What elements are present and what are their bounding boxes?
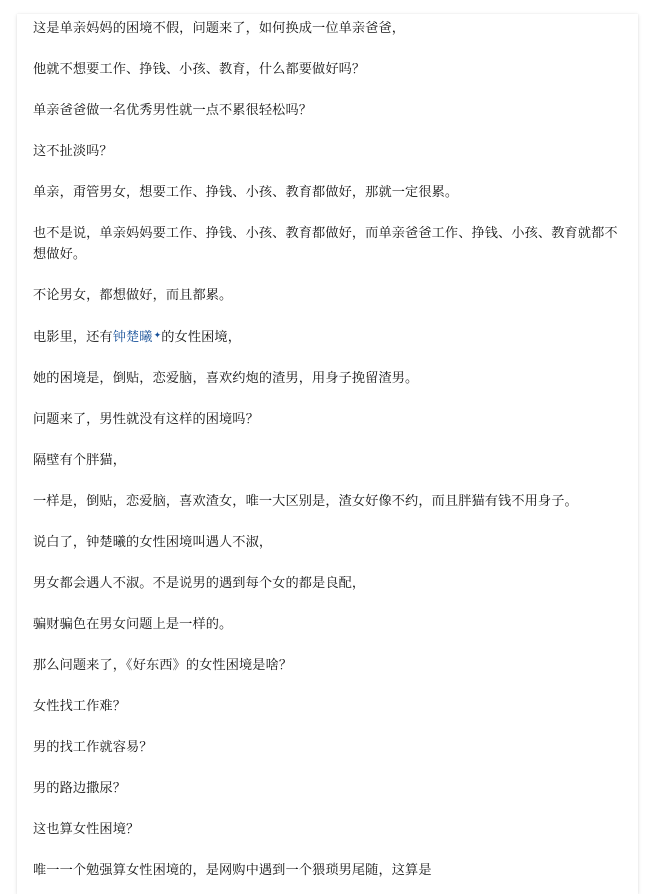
paragraph: 男的路边撒尿？ bbox=[33, 781, 127, 796]
paragraph: 这也算女性困境？ bbox=[33, 822, 140, 837]
paragraph-with-link bbox=[33, 326, 622, 348]
paragraph: 单亲，甭管男女，想要工作、挣钱、小孩、教育都做好，那就一定很累。 bbox=[33, 185, 459, 200]
paragraph: 隔壁有个胖猫， bbox=[33, 453, 127, 468]
paragraph: 她的困境是，倒贴，恋爱脑，喜欢约炮的渣男，用身子挽留渣男。 bbox=[33, 371, 419, 386]
paragraph: 女性找工作难？ bbox=[33, 699, 127, 714]
article-card bbox=[17, 14, 638, 894]
paragraph: 他就不想要工作、挣钱、小孩、教育，什么都要做好吗？ bbox=[33, 62, 366, 77]
paragraph: 问题来了，男性就没有这样的困境吗？ bbox=[33, 412, 259, 427]
paragraph-text-before: 电影里，还有 bbox=[33, 330, 113, 345]
paragraph: 一样是，倒贴，恋爱脑，喜欢渣女，唯一大区别是，渣女好像不约，而且胖猫有钱不用身子。 bbox=[33, 494, 578, 509]
paragraph: 男的找工作就容易？ bbox=[33, 740, 153, 755]
paragraph: 骗财骗色在男女问题上是一样的。 bbox=[33, 617, 233, 632]
paragraph-text-after: 的女性困境， bbox=[161, 330, 241, 345]
paragraph: 说白了，钟楚曦的女性困境叫遇人不淑， bbox=[33, 535, 273, 550]
paragraph: 那么问题来了，《好东西》的女性困境是啥？ bbox=[33, 658, 293, 673]
paragraph: 男女都会遇人不淑。不是说男的遇到每个女的都是良配， bbox=[33, 576, 366, 591]
paragraph: 不论男女，都想做好，而且都累。 bbox=[33, 288, 233, 303]
person-link[interactable]: 钟楚曦 bbox=[112, 330, 153, 345]
paragraph: 这是单亲妈妈的困境不假，问题来了，如何换成一位单亲爸爸， bbox=[33, 21, 406, 36]
paragraph: 唯一一个勉强算女性困境的，是网购中遇到一个猥琐男尾随，这算是 bbox=[33, 863, 432, 878]
article-content bbox=[33, 18, 622, 894]
paragraph: 也不是说，单亲妈妈要工作、挣钱、小孩、教育都做好，而单亲爸爸工作、挣钱、小孩、教育就都不想做好。 bbox=[33, 226, 618, 262]
paragraph: 单亲爸爸做一名优秀男性就一点不累很轻松吗？ bbox=[33, 103, 313, 118]
search-sparkle-icon[interactable]: ✦ bbox=[153, 331, 162, 341]
paragraph: 这不扯淡吗？ bbox=[33, 144, 113, 159]
